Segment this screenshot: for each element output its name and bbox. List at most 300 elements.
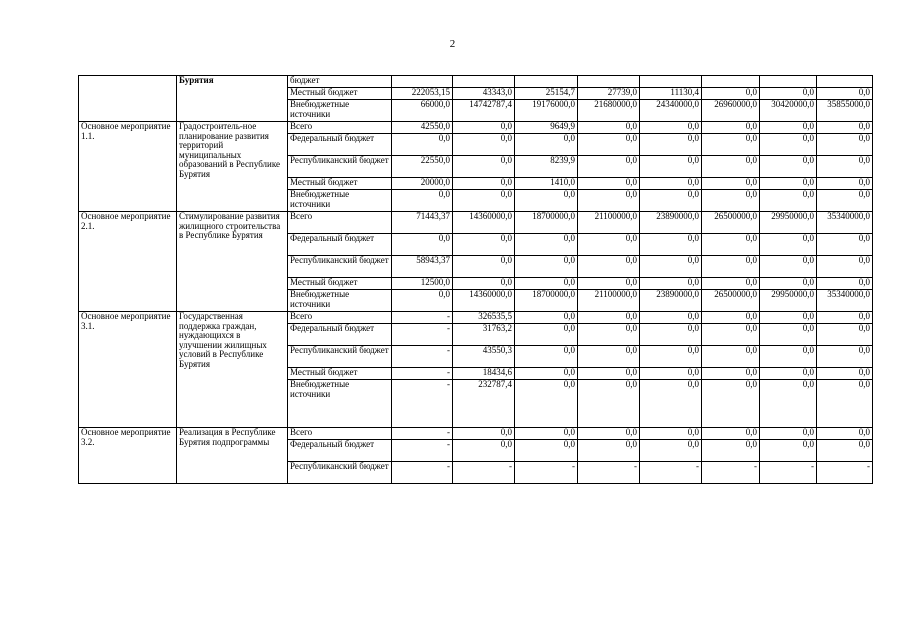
value-cell — [760, 278, 817, 290]
value-cell — [578, 178, 640, 190]
funding-source-cell: Республиканский бюджет — [288, 462, 392, 484]
value-cell — [578, 428, 640, 440]
table-row — [79, 122, 873, 134]
funding-source-cell: Республиканский бюджет — [288, 156, 392, 178]
value-cell — [817, 278, 873, 290]
value-cell — [578, 212, 640, 234]
value-cell — [453, 440, 515, 462]
value-cell — [817, 212, 873, 234]
value-text: 0,0 — [745, 177, 757, 187]
value-cell — [453, 122, 515, 134]
value-cell — [640, 290, 702, 312]
value-cell — [578, 440, 640, 462]
value-cell — [515, 462, 578, 484]
value-text: 0,0 — [687, 121, 699, 131]
value-text: 232787,4 — [478, 379, 512, 389]
value-text: 0,0 — [745, 379, 757, 389]
value-cell — [817, 428, 873, 440]
value-cell — [578, 134, 640, 156]
value-text: - — [447, 379, 450, 389]
value-cell — [515, 190, 578, 212]
value-cell — [392, 76, 453, 88]
value-text: 1410,0 — [550, 177, 575, 187]
funding-source-cell: бюджет — [288, 76, 392, 88]
value-cell — [702, 368, 760, 380]
value-text: 0,0 — [687, 277, 699, 287]
value-text: 0,0 — [438, 289, 450, 299]
value-cell — [453, 380, 515, 428]
value-text: 0,0 — [625, 233, 637, 243]
value-cell — [392, 212, 453, 234]
value-text: 0,0 — [687, 345, 699, 355]
value-text: 0,0 — [563, 427, 575, 437]
value-text: - — [572, 461, 575, 471]
value-text: 0,0 — [858, 177, 870, 187]
value-cell — [702, 440, 760, 462]
value-text: 0,0 — [687, 367, 699, 377]
value-text: 0,0 — [858, 87, 870, 97]
value-text: 0,0 — [563, 379, 575, 389]
funding-source-cell: Местный бюджет — [288, 368, 392, 380]
value-cell — [702, 290, 760, 312]
funding-source-cell: Местный бюджет — [288, 178, 392, 190]
value-cell — [515, 88, 578, 100]
value-cell — [817, 122, 873, 134]
value-cell — [817, 440, 873, 462]
funding-source-cell: Республиканский бюджет — [288, 256, 392, 278]
value-cell — [702, 380, 760, 428]
value-text: 0,0 — [802, 121, 814, 131]
value-cell — [578, 462, 640, 484]
value-text: 0,0 — [625, 277, 637, 287]
value-text: 8239,9 — [550, 155, 575, 165]
value-text: 12500,0 — [420, 277, 450, 287]
value-cell — [453, 178, 515, 190]
value-text: 0,0 — [500, 177, 512, 187]
value-cell — [640, 440, 702, 462]
value-text: 0,0 — [858, 323, 870, 333]
value-cell — [640, 178, 702, 190]
value-text: 0,0 — [745, 277, 757, 287]
value-text: 30420000,0 — [771, 99, 814, 109]
value-text: 0,0 — [625, 439, 637, 449]
value-text: 0,0 — [438, 233, 450, 243]
value-cell — [817, 156, 873, 178]
value-text: - — [867, 461, 870, 471]
funding-source-cell: Всего — [288, 428, 392, 440]
value-text: 0,0 — [687, 439, 699, 449]
value-text: - — [811, 461, 814, 471]
value-cell — [760, 88, 817, 100]
value-cell — [760, 290, 817, 312]
value-text: - — [447, 439, 450, 449]
value-text: 0,0 — [687, 189, 699, 199]
measure-title-cell: Государственная поддержка граждан, нуждающихся в улучшении жилищных условий в Республике Бурятия — [177, 312, 288, 428]
funding-source-cell: Внебюджетные источники — [288, 290, 392, 312]
value-text: 0,0 — [500, 255, 512, 265]
value-text: - — [447, 311, 450, 321]
value-cell — [453, 290, 515, 312]
value-text: 0,0 — [802, 255, 814, 265]
value-text: 21680000,0 — [594, 99, 637, 109]
value-text: 26500000,0 — [714, 289, 757, 299]
value-text: - — [509, 461, 512, 471]
value-cell — [453, 234, 515, 256]
value-text: 0,0 — [745, 87, 757, 97]
value-cell — [515, 122, 578, 134]
value-cell — [760, 212, 817, 234]
value-text: 0,0 — [500, 155, 512, 165]
value-text: 0,0 — [687, 323, 699, 333]
value-cell — [453, 346, 515, 368]
value-text: 0,0 — [802, 189, 814, 199]
value-text: 21100000,0 — [594, 289, 637, 299]
value-text: 0,0 — [802, 427, 814, 437]
value-cell — [515, 278, 578, 290]
value-text: 0,0 — [563, 311, 575, 321]
measure-title-cell: Стимулирование развития жилищного строительства в Республике Бурятия — [177, 212, 288, 312]
measure-name-cell: Основное мероприятие 1.1. — [79, 122, 177, 212]
value-text: 42550,0 — [420, 121, 450, 131]
funding-source-cell: Федеральный бюджет — [288, 324, 392, 346]
value-text: 31763,2 — [482, 323, 512, 333]
value-text: 0,0 — [858, 155, 870, 165]
value-cell — [640, 324, 702, 346]
value-text: 0,0 — [625, 177, 637, 187]
value-cell — [702, 428, 760, 440]
value-text: - — [447, 427, 450, 437]
value-text: 0,0 — [563, 133, 575, 143]
value-text: 0,0 — [625, 427, 637, 437]
value-cell — [392, 346, 453, 368]
value-cell — [760, 312, 817, 324]
value-text: 29950000,0 — [771, 289, 814, 299]
value-text: 14360000,0 — [469, 289, 512, 299]
value-text: 0,0 — [802, 345, 814, 355]
value-cell — [578, 346, 640, 368]
value-text: 0,0 — [563, 255, 575, 265]
funding-source-cell: Внебюджетные источники — [288, 380, 392, 428]
value-cell — [453, 134, 515, 156]
value-cell — [392, 380, 453, 428]
value-text: 18434,6 — [482, 367, 512, 377]
value-cell — [640, 156, 702, 178]
value-cell — [817, 462, 873, 484]
value-text: 0,0 — [745, 133, 757, 143]
value-text: 0,0 — [745, 439, 757, 449]
value-cell — [817, 312, 873, 324]
value-text: 18700000,0 — [532, 289, 575, 299]
funding-source-cell: Федеральный бюджет — [288, 134, 392, 156]
value-cell — [515, 100, 578, 122]
value-text: 0,0 — [745, 323, 757, 333]
value-text: 11130,4 — [670, 87, 699, 97]
value-cell — [515, 156, 578, 178]
table-row — [79, 312, 873, 324]
value-text: 0,0 — [745, 345, 757, 355]
value-cell — [392, 428, 453, 440]
value-text: 0,0 — [500, 133, 512, 143]
measure-title-cell: Реализация в Республике Бурятия подпрограммы — [177, 428, 288, 484]
value-text: 0,0 — [858, 345, 870, 355]
value-cell — [760, 462, 817, 484]
measure-name-cell — [79, 76, 177, 122]
value-text: 20000,0 — [420, 177, 450, 187]
value-text: 0,0 — [802, 233, 814, 243]
value-cell — [817, 190, 873, 212]
value-text: 0,0 — [802, 439, 814, 449]
value-text: 0,0 — [858, 367, 870, 377]
value-text: - — [754, 461, 757, 471]
value-text: 0,0 — [745, 367, 757, 377]
value-text: 43343,0 — [482, 87, 512, 97]
funding-source-cell: Республиканский бюджет — [288, 346, 392, 368]
value-text: 26960000,0 — [714, 99, 757, 109]
value-text: 0,0 — [687, 255, 699, 265]
value-text: 222053,15 — [411, 87, 450, 97]
value-cell — [578, 256, 640, 278]
value-text: - — [634, 461, 637, 471]
value-cell — [817, 178, 873, 190]
value-text: 35340000,0 — [827, 211, 870, 221]
value-cell — [515, 428, 578, 440]
value-cell — [453, 428, 515, 440]
value-cell — [453, 278, 515, 290]
funding-source-cell: Всего — [288, 122, 392, 134]
value-cell — [817, 88, 873, 100]
value-cell — [760, 156, 817, 178]
value-cell — [760, 134, 817, 156]
value-text: 0,0 — [500, 233, 512, 243]
value-cell — [817, 234, 873, 256]
value-text: 0,0 — [625, 345, 637, 355]
value-cell — [392, 324, 453, 346]
value-text: 0,0 — [687, 233, 699, 243]
value-text: 0,0 — [625, 323, 637, 333]
value-cell — [640, 190, 702, 212]
value-text: - — [447, 461, 450, 471]
value-text: 0,0 — [802, 379, 814, 389]
value-text: 0,0 — [745, 255, 757, 265]
value-text: 0,0 — [625, 155, 637, 165]
value-text: 0,0 — [858, 277, 870, 287]
value-cell — [760, 122, 817, 134]
value-cell — [760, 324, 817, 346]
value-cell — [760, 76, 817, 88]
value-text: 0,0 — [438, 133, 450, 143]
value-cell — [640, 234, 702, 256]
value-cell — [515, 290, 578, 312]
value-cell — [578, 312, 640, 324]
value-text: 22550,0 — [420, 155, 450, 165]
value-cell — [817, 134, 873, 156]
value-cell — [392, 368, 453, 380]
value-cell — [392, 156, 453, 178]
value-text: 0,0 — [563, 323, 575, 333]
value-cell — [578, 100, 640, 122]
value-cell — [817, 290, 873, 312]
value-cell — [515, 134, 578, 156]
value-text: 0,0 — [563, 439, 575, 449]
value-cell — [702, 76, 760, 88]
value-cell — [760, 234, 817, 256]
value-cell — [640, 380, 702, 428]
value-cell — [640, 100, 702, 122]
value-text: 0,0 — [563, 367, 575, 377]
value-cell — [817, 100, 873, 122]
value-text: 19176000,0 — [532, 99, 575, 109]
value-text: 23890000,0 — [656, 211, 699, 221]
value-cell — [702, 122, 760, 134]
value-text: 27739,0 — [607, 87, 637, 97]
value-text: 43550,3 — [482, 345, 512, 355]
value-cell — [515, 234, 578, 256]
value-text: 0,0 — [858, 233, 870, 243]
value-cell — [515, 440, 578, 462]
value-text: 0,0 — [438, 189, 450, 199]
value-text: 0,0 — [745, 121, 757, 131]
value-cell — [578, 324, 640, 346]
value-text: 0,0 — [802, 87, 814, 97]
value-cell — [760, 380, 817, 428]
value-text: 0,0 — [687, 177, 699, 187]
value-cell — [817, 256, 873, 278]
measure-name-cell: Основное мероприятие 2.1. — [79, 212, 177, 312]
value-text: 18700000,0 — [532, 211, 575, 221]
value-cell — [515, 346, 578, 368]
value-cell — [453, 100, 515, 122]
measure-name-cell: Основное мероприятие 3.1. — [79, 312, 177, 428]
value-text: 0,0 — [500, 189, 512, 199]
value-cell — [515, 312, 578, 324]
funding-source-cell: Внебюджетные источники — [288, 190, 392, 212]
value-text: 0,0 — [500, 439, 512, 449]
value-cell — [640, 312, 702, 324]
value-text: 35855000,0 — [827, 99, 870, 109]
value-cell — [702, 278, 760, 290]
value-cell — [578, 88, 640, 100]
funding-source-cell: Местный бюджет — [288, 278, 392, 290]
value-cell — [392, 134, 453, 156]
budget-table — [78, 75, 873, 484]
measure-title-cell: Градостроитель-ное планирование развития территорий муниципальных образований в Республике Бурятия — [177, 122, 288, 212]
value-text: 0,0 — [802, 133, 814, 143]
value-text: 0,0 — [563, 277, 575, 287]
value-text: 0,0 — [563, 233, 575, 243]
value-cell — [702, 88, 760, 100]
value-cell — [760, 190, 817, 212]
value-cell — [702, 462, 760, 484]
value-text: 0,0 — [500, 427, 512, 437]
value-text: 0,0 — [745, 155, 757, 165]
value-cell — [817, 380, 873, 428]
value-text: 0,0 — [687, 379, 699, 389]
value-cell — [702, 312, 760, 324]
value-text: 0,0 — [858, 427, 870, 437]
value-cell — [392, 440, 453, 462]
value-cell — [453, 190, 515, 212]
value-text: 0,0 — [858, 439, 870, 449]
value-text: 0,0 — [563, 189, 575, 199]
value-text: 0,0 — [625, 189, 637, 199]
value-text: 0,0 — [625, 255, 637, 265]
value-text: 326535,5 — [478, 311, 512, 321]
value-text: 0,0 — [802, 177, 814, 187]
value-cell — [392, 190, 453, 212]
value-cell — [760, 346, 817, 368]
value-text: 0,0 — [625, 379, 637, 389]
value-cell — [702, 324, 760, 346]
value-cell — [453, 256, 515, 278]
value-cell — [392, 312, 453, 324]
value-cell — [453, 212, 515, 234]
value-cell — [640, 212, 702, 234]
value-cell — [578, 368, 640, 380]
value-cell — [453, 324, 515, 346]
value-cell — [392, 234, 453, 256]
value-text: 0,0 — [858, 133, 870, 143]
value-text: 0,0 — [802, 311, 814, 321]
value-cell — [392, 290, 453, 312]
measure-title-cell: Бурятия — [177, 76, 288, 122]
value-cell — [702, 178, 760, 190]
value-cell — [760, 428, 817, 440]
value-cell — [392, 122, 453, 134]
value-cell — [392, 462, 453, 484]
value-cell — [760, 440, 817, 462]
value-cell — [640, 122, 702, 134]
value-cell — [578, 234, 640, 256]
table-row — [79, 212, 873, 234]
value-cell — [392, 88, 453, 100]
value-text: 66000,0 — [420, 99, 450, 109]
value-text: 0,0 — [500, 121, 512, 131]
table-row — [79, 428, 873, 440]
value-cell — [640, 76, 702, 88]
value-cell — [760, 256, 817, 278]
value-text: 0,0 — [687, 155, 699, 165]
value-cell — [640, 368, 702, 380]
value-cell — [453, 76, 515, 88]
value-text: 9649,9 — [550, 121, 575, 131]
funding-source-cell: Внебюджетные источники — [288, 100, 392, 122]
value-text: 25154,7 — [545, 87, 575, 97]
value-cell — [515, 256, 578, 278]
value-cell — [702, 134, 760, 156]
value-text: 0,0 — [687, 133, 699, 143]
page-number: 2 — [449, 38, 456, 50]
value-text: 24340000,0 — [656, 99, 699, 109]
table-row — [79, 76, 873, 88]
value-cell — [453, 156, 515, 178]
value-cell — [640, 462, 702, 484]
value-text: 0,0 — [858, 121, 870, 131]
value-cell — [392, 256, 453, 278]
value-cell — [702, 100, 760, 122]
funding-source-cell: Местный бюджет — [288, 88, 392, 100]
value-text: 0,0 — [625, 121, 637, 131]
value-cell — [817, 76, 873, 88]
value-cell — [702, 234, 760, 256]
value-cell — [640, 278, 702, 290]
value-text: - — [447, 323, 450, 333]
value-cell — [578, 380, 640, 428]
value-text: 21100000,0 — [594, 211, 637, 221]
value-cell — [515, 380, 578, 428]
value-cell — [760, 100, 817, 122]
value-text: 0,0 — [745, 189, 757, 199]
value-cell — [453, 462, 515, 484]
